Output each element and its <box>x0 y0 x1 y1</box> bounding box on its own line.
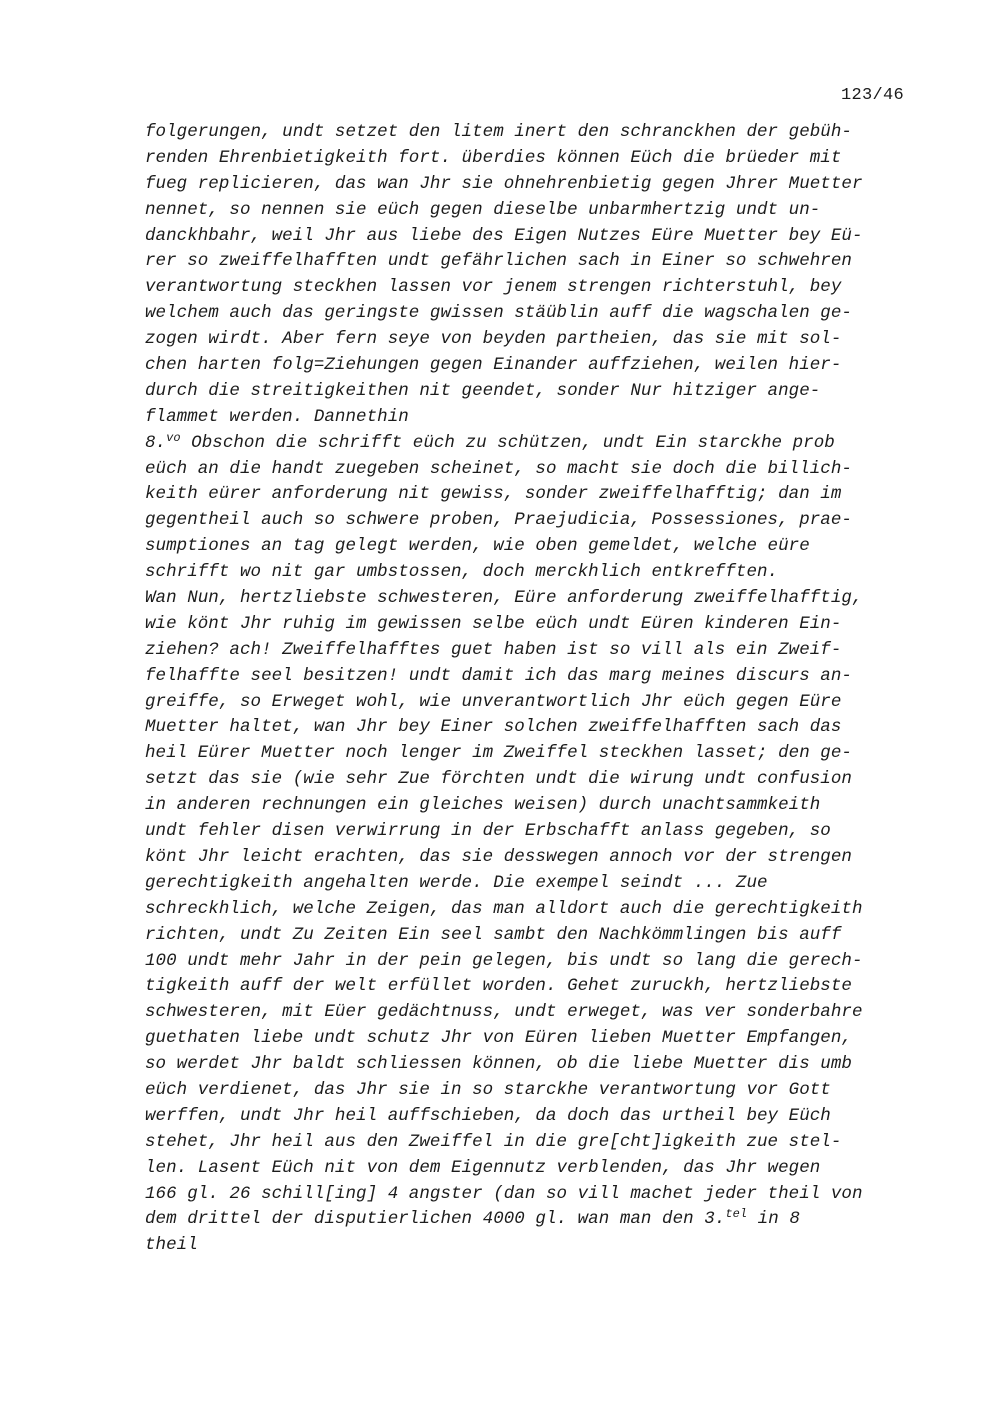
line-text: 8. <box>145 432 167 453</box>
text-line <box>145 741 945 767</box>
line-text: setzt das sie (wie sehr Zue förchten undt die wirung undt confusion <box>145 769 852 790</box>
text-line <box>145 871 945 897</box>
line-text: 166 gl. 26 schill[ing] 4 angster (dan so vill machet jeder theil von <box>145 1183 863 1204</box>
line-text: tigkeith auff der welt erfüllet worden. Gehet zuruckh, hertzliebste <box>145 976 852 997</box>
line-text: in anderen rechnungen ein gleiches weisen) durch unachtsammkeith <box>145 795 821 816</box>
line-text: schwesteren, mit Eüer gedächtnuss, undt erweget, was ver sonderbahre <box>145 1002 863 1023</box>
text-line <box>145 560 945 586</box>
line-text: keith eürer anforderung nit gewiss, sonder zweiffelhafftig; dan im <box>145 484 842 505</box>
line-text: werffen, undt Jhr heil auffschieben, da doch das urtheil bey Eüch <box>145 1105 831 1126</box>
text-line <box>145 767 945 793</box>
line-text: flammet werden. Dannethin <box>145 406 409 427</box>
text-line <box>145 793 945 819</box>
text-line <box>145 534 945 560</box>
line-text: theil <box>145 1235 198 1256</box>
text-line <box>145 819 945 845</box>
text-line <box>145 612 945 638</box>
text-line <box>145 146 945 172</box>
text-line <box>145 1000 945 1026</box>
text-line <box>145 974 945 1000</box>
line-text: felhaffte seel besitzen! undt damit ich das marg meines discurs an- <box>145 665 852 686</box>
text-line <box>145 1130 945 1156</box>
text-line <box>145 664 945 690</box>
line-text: rer so zweiffelhafften undt gefährlichen sach in Einer so schwehren <box>145 251 852 272</box>
line-text: ziehen? ach! Zweiffelhafftes guet haben ist so vill als ein Zweif- <box>145 639 842 660</box>
superscript-text: vo <box>166 430 181 445</box>
text-line <box>145 224 945 250</box>
line-text: Wan Nun, hertzliebste schwesteren, Eüre anforderung zweiffelhafftig, <box>145 588 863 609</box>
line-text-continued: Obschon die schrifft eüch zu schützen, undt Ein starckhe prob <box>180 432 835 453</box>
line-text: zogen wirdt. Aber fern seye von beyden partheien, das sie mit sol- <box>145 329 842 350</box>
text-line <box>145 1182 945 1208</box>
text-line <box>145 1233 945 1259</box>
line-text: danckhbahr, weil Jhr aus liebe des Eigen Nutzes Eüre Muetter bey Eü- <box>145 225 863 246</box>
text-line <box>145 1052 945 1078</box>
text-line <box>145 198 945 224</box>
line-text: so werdet Jhr baldt schliessen können, ob die liebe Muetter dis umb <box>145 1054 852 1075</box>
line-text: renden Ehrenbietigkeith fort. überdies können Eüch die brüeder mit <box>145 147 842 168</box>
text-line <box>145 379 945 405</box>
text-line <box>145 1078 945 1104</box>
text-line <box>145 327 945 353</box>
line-text: heil Eürer Muetter noch lenger im Zweiffel steckhen lasset; den ge- <box>145 743 852 764</box>
text-line <box>145 353 945 379</box>
line-text: welchem auch das geringste gwissen stäüblin auff die wagschalen ge- <box>145 303 852 324</box>
text-line <box>145 638 945 664</box>
line-text: dem drittel der disputierlichen 4000 gl. wan man den 3. <box>145 1209 726 1230</box>
text-line <box>145 845 945 871</box>
line-text: eüch an die handt zuegeben scheinet, so macht sie doch die billich- <box>145 458 852 479</box>
line-text: durch die streitigkeithen nit geendet, sonder Nur hitziger ange- <box>145 380 821 401</box>
line-text: verantwortung steckhen lassen vor jenem strengen richterstuhl, bey <box>145 277 842 298</box>
line-text: schrifft wo nit gar umbstossen, doch merckhlich entkrefften. <box>145 562 779 583</box>
line-text: 100 undt mehr Jahr in der pein gelegen, bis undt so lang die gerech- <box>145 950 863 971</box>
text-line <box>145 690 945 716</box>
line-text: gegentheil auch so schwere proben, Praejudicia, Possessiones, prae- <box>145 510 852 531</box>
page-number: 123/46 <box>840 86 904 105</box>
line-text: greiffe, so Erweget wohl, wie unverantwortlich Jhr eüch gegen Eüre <box>145 691 842 712</box>
text-line <box>145 301 945 327</box>
text-line <box>145 172 945 198</box>
line-text: fueg replicieren, das wan Jhr sie ohnehrenbietig gegen Jhrer Muetter <box>145 173 863 194</box>
line-text-continued: in 8 <box>747 1209 800 1230</box>
text-line <box>145 897 945 923</box>
line-text: schreckhlich, welche Zeigen, das man alldort auch die gerechtigkeith <box>145 898 863 919</box>
line-text: chen harten folg=Ziehungen gegen Einander auffziehen, weilen hier- <box>145 355 842 376</box>
line-text: gerechtigkeith angehalten werde. Die exempel seindt ... Zue <box>145 872 768 893</box>
superscript-text: tel <box>725 1207 748 1222</box>
text-line <box>145 715 945 741</box>
text-line <box>145 482 945 508</box>
line-text: wie könt Jhr ruhig im gewissen selbe eüch undt Eüren kinderen Ein- <box>145 613 842 634</box>
text-line <box>145 431 945 457</box>
text-line <box>145 1104 945 1130</box>
text-line <box>145 120 945 146</box>
line-text: len. Lasent Eüch nit von dem Eigennutz verblenden, das Jhr wegen <box>145 1157 821 1178</box>
document-body <box>145 120 945 1259</box>
line-text: richten, undt Zu Zeiten Ein seel sambt den Nachkömmlingen bis auff <box>145 924 842 945</box>
text-line <box>145 457 945 483</box>
line-text: undt fehler disen verwirrung in der Erbschafft anlass gegeben, so <box>145 821 831 842</box>
text-line <box>145 1207 945 1233</box>
line-text: nennet, so nennen sie eüch gegen dieselbe unbarmhertzig undt un- <box>145 199 821 220</box>
text-line <box>145 1026 945 1052</box>
text-line <box>145 275 945 301</box>
line-text: eüch verdienet, das Jhr sie in so starckhe verantwortung vor Gott <box>145 1079 831 1100</box>
text-line <box>145 1156 945 1182</box>
text-line <box>145 405 945 431</box>
line-text: stehet, Jhr heil aus den Zweiffel in die gre[cht]igkeith zue stel- <box>145 1131 842 1152</box>
text-line <box>145 249 945 275</box>
text-line <box>145 949 945 975</box>
text-line <box>145 923 945 949</box>
line-text: Muetter haltet, wan Jhr bey Einer solchen zweiffelhafften sach das <box>145 717 842 738</box>
line-text: guethaten liebe undt schutz Jhr von Eüren lieben Muetter Empfangen, <box>145 1028 852 1049</box>
line-text: sumptiones an tag gelegt werden, wie oben gemeldet, welche eüre <box>145 536 810 557</box>
text-line <box>145 508 945 534</box>
line-text: könt Jhr leicht erachten, das sie desswegen annoch vor der strengen <box>145 846 852 867</box>
line-text: folgerungen, undt setzet den litem inert den schranckhen der gebüh- <box>145 122 852 142</box>
text-line <box>145 586 945 612</box>
